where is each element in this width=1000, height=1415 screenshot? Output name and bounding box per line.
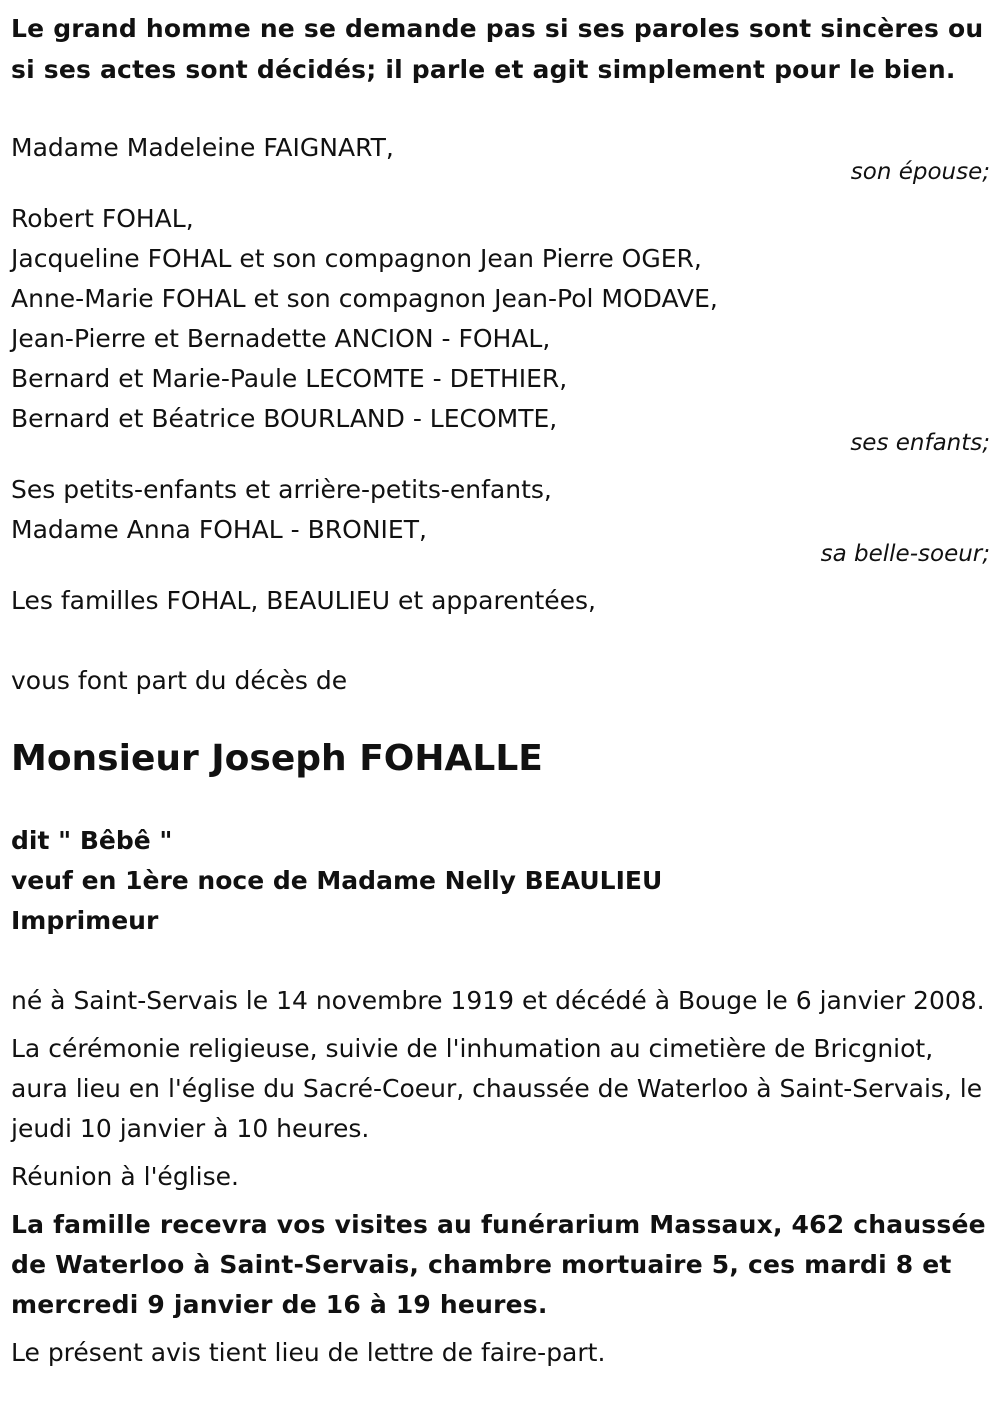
child-entry: Jean-Pierre et Bernadette ANCION - FOHAL, xyxy=(11,324,551,353)
families-line: Les familles FOHAL, BEAULIEU et apparentées, xyxy=(11,586,596,615)
deceased-name: Monsieur Joseph FOHALLE xyxy=(11,738,543,779)
closing-paragraph: Le présent avis tient lieu de lettre de faire-part. xyxy=(11,1338,606,1367)
sister-in-law-name: Madame Anna FOHAL - BRONIET, xyxy=(11,515,427,544)
announcement-line: vous font part du décès de xyxy=(11,666,348,695)
visits-paragraph: La famille recevra vos visites au funérarium Massaux, 462 chaussée de Waterloo à Saint-Servais, chambre mortuaire 5, ces mardi 8 et mercredi 9 janvier de 16 à 19 heures. xyxy=(11,1210,986,1319)
child-entry: Bernard et Marie-Paule LECOMTE - DETHIER, xyxy=(11,364,568,393)
deceased-profession: Imprimeur xyxy=(11,906,159,935)
child-entry: Anne-Marie FOHAL et son compagnon Jean-Pol MODAVE, xyxy=(11,284,718,313)
child-entry: Robert FOHAL, xyxy=(11,204,194,233)
birth-death-paragraph: né à Saint-Servais le 14 novembre 1919 et décédé à Bouge le 6 janvier 2008. xyxy=(11,986,985,1015)
grandchildren-line: Ses petits-enfants et arrière-petits-enfants, xyxy=(11,475,552,504)
opening-quote: Le grand homme ne se demande pas si ses paroles sont sincères ou si ses actes sont décidés; il parle et agit simplement pour le bien. xyxy=(11,14,984,84)
child-entry: Jacqueline FOHAL et son compagnon Jean Pierre OGER, xyxy=(11,244,702,273)
spouse-name: Madame Madeleine FAIGNART, xyxy=(11,133,394,162)
child-entry: Bernard et Béatrice BOURLAND - LECOMTE, xyxy=(11,404,558,433)
sister-in-law-role: sa belle-soeur; xyxy=(820,541,990,567)
deceased-nickname: dit " Bêbê " xyxy=(11,826,173,855)
children-list xyxy=(11,199,991,439)
ceremony-paragraph: La cérémonie religieuse, suivie de l'inhumation au cimetière de Bricgniot, aura lieu en l'église du Sacré-Coeur, chaussée de Waterloo à Saint-Servais, le jeudi 10 janvier à 10 heures. xyxy=(11,1034,983,1143)
obituary-notice xyxy=(11,8,991,1373)
children-role: ses enfants; xyxy=(850,430,990,456)
meeting-paragraph: Réunion à l'église. xyxy=(11,1162,239,1191)
spouse-role: son épouse; xyxy=(850,159,990,185)
deceased-widower: veuf en 1ère noce de Madame Nelly BEAULIEU xyxy=(11,866,663,895)
